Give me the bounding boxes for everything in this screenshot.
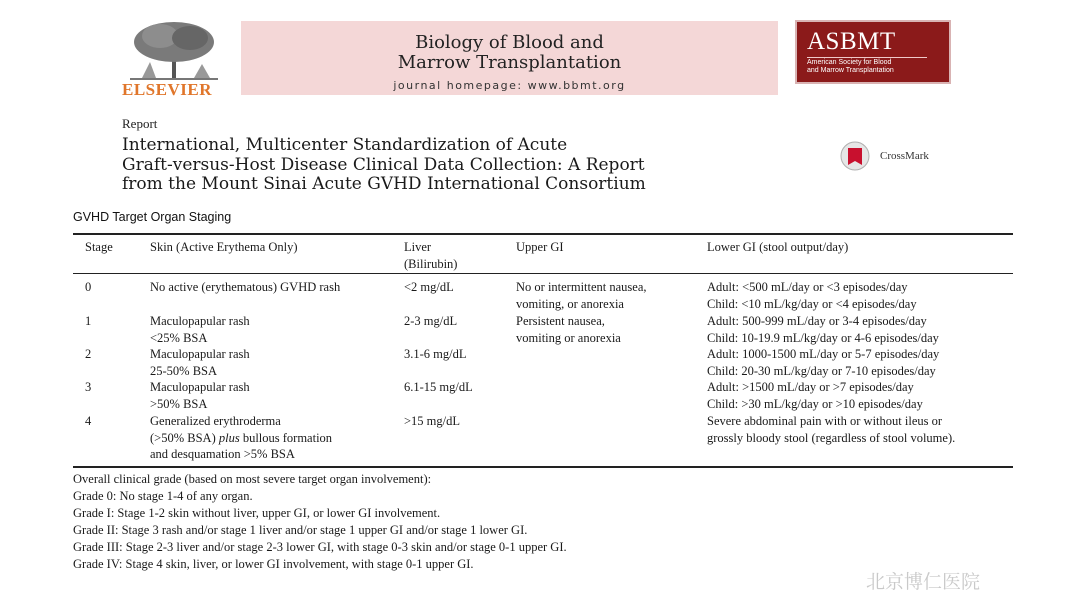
- footnote-grade-2: Grade II: Stage 3 rash and/or stage 1 liver and/or stage 1 upper GI and/or stage 1 lower GI.: [73, 523, 528, 537]
- header-stage: Stage: [85, 240, 113, 254]
- journal-homepage: journal homepage: www.bbmt.org: [393, 79, 626, 92]
- footnote-intro: Overall clinical grade (based on most severe target organ involvement):: [73, 472, 432, 486]
- watermark: 北京博仁医院: [866, 571, 981, 593]
- crossmark-label: CrossMark: [880, 150, 929, 162]
- footnote-grade-3: Grade III: Stage 2-3 liver and/or stage 2-3 lower GI, with stage 0-3 skin and/or stage 0-1 upper GI.: [73, 540, 567, 554]
- asbmt-full-name: American Society for Blood and Marrow Transplantation: [807, 59, 894, 74]
- table-header-rule: [73, 273, 1013, 274]
- crossmark-badge[interactable]: [836, 141, 956, 171]
- row0-upper-gi: No or intermittent nausea, vomiting, or anorexia: [516, 280, 647, 311]
- row4-lower-gi: Severe abdominal pain with or without ileus or grossly bloody stool (regardless of stool volume).: [707, 414, 956, 445]
- row4-skin: Generalized erythroderma (>50% BSA) plus bullous formation and desquamation >5% BSA: [150, 414, 333, 462]
- row4-stage: 4: [85, 414, 92, 428]
- article-type: Report: [122, 116, 158, 131]
- footnote-grade-1: Grade I: Stage 1-2 skin without liver, upper GI, or lower GI involvement.: [73, 506, 441, 520]
- table-caption: GVHD Target Organ Staging: [73, 210, 232, 224]
- journal-title: Biology of Blood and Marrow Transplantation: [397, 32, 622, 73]
- row2-skin: Maculopapular rash 25-50% BSA: [150, 347, 250, 378]
- row3-lower-gi: Adult: >1500 mL/day or >7 episodes/day Child: >30 mL/kg/day or >10 episodes/day: [707, 380, 923, 411]
- table-bottom-rule: [73, 466, 1013, 468]
- footnote-grade-4: Grade IV: Stage 4 skin, liver, or lower GI involvement, with stage 0-1 upper GI.: [73, 557, 474, 571]
- row0-skin: No active (erythematous) GVHD rash: [150, 280, 341, 294]
- row2-lower-gi: Adult: 1000-1500 mL/day or 5-7 episodes/day Child: 20-30 mL/kg/day or 7-10 episodes/day: [707, 347, 940, 378]
- crossmark-icon: [836, 141, 874, 171]
- row4-liver: >15 mg/dL: [404, 414, 461, 428]
- row0-stage: 0: [85, 280, 92, 294]
- elsevier-wordmark: ELSEVIER: [122, 80, 212, 99]
- row1-lower-gi: Adult: 500-999 mL/day or 3-4 episodes/day Child: 10-19.9 mL/kg/day or 4-6 episodes/day: [707, 314, 939, 345]
- asbmt-logo: [795, 20, 951, 84]
- row3-skin: Maculopapular rash >50% BSA: [150, 380, 250, 411]
- row0-liver: <2 mg/dL: [404, 280, 454, 294]
- journal-title-box: [241, 21, 778, 95]
- row1-upper-gi: Persistent nausea, vomiting or anorexia: [516, 314, 621, 345]
- journal-header: [120, 18, 960, 100]
- elsevier-tree-logo: [120, 18, 228, 98]
- footnote-grade-0: Grade 0: No stage 1-4 of any organ.: [73, 489, 253, 503]
- row3-stage: 3: [85, 380, 92, 394]
- row1-stage: 1: [85, 314, 92, 328]
- asbmt-abbr: ASBMT: [807, 28, 896, 55]
- row1-liver: 2-3 mg/dL: [404, 314, 458, 328]
- row2-stage: 2: [85, 347, 92, 361]
- row3-liver: 6.1-15 mg/dL: [404, 380, 473, 394]
- table-top-rule: [73, 233, 1013, 235]
- asbmt-divider: [807, 57, 927, 58]
- header-liver: Liver (Bilirubin): [404, 240, 458, 271]
- row2-liver: 3.1-6 mg/dL: [404, 347, 467, 361]
- header-skin: Skin (Active Erythema Only): [150, 240, 298, 254]
- header-upper-gi: Upper GI: [516, 240, 564, 254]
- row0-lower-gi: Adult: <500 mL/day or <3 episodes/day Child: <10 mL/kg/day or <4 episodes/day: [707, 280, 917, 311]
- header-lower-gi: Lower GI (stool output/day): [707, 240, 849, 254]
- article-title: International, Multicenter Standardization of Acute Graft-versus-Host Disease Clinical Data Collection: A Report from the Mount Sinai Acute GVHD International Consortium: [122, 135, 646, 194]
- row1-skin: Maculopapular rash <25% BSA: [150, 314, 250, 345]
- grade-footnotes: [73, 471, 567, 573]
